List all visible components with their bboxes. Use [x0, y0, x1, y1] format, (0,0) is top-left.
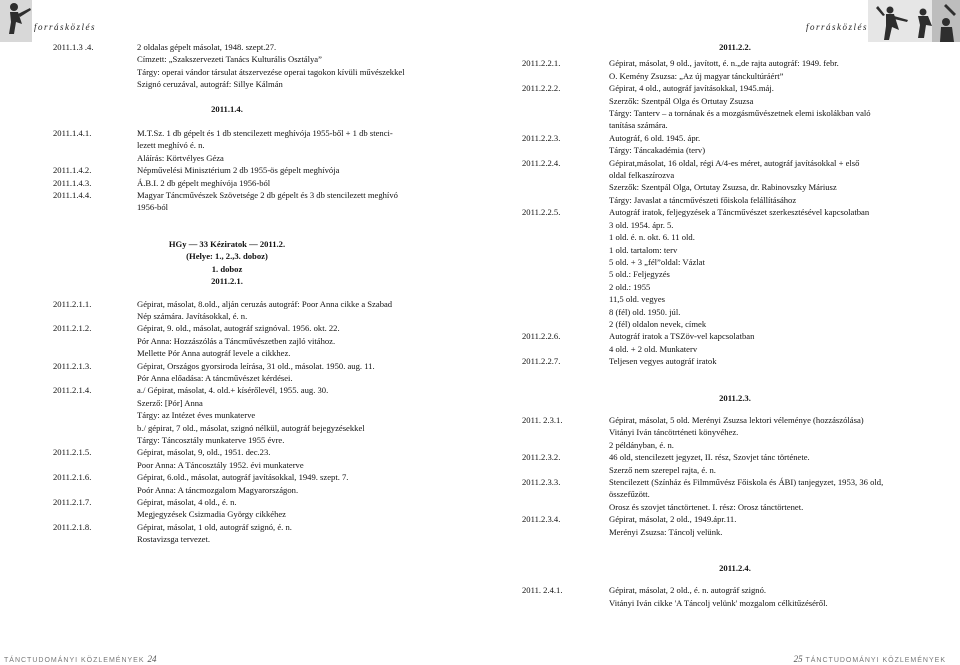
text-line: M.T.Sz. 1 db gépelt és 1 db stencilezett meghívója 1955-ből + 1 db stenci- [137, 128, 393, 139]
entry-number: 2011.2.3.4. [522, 514, 561, 525]
text-line: Gépirat, másolat, 9 old., javított, é. n.„de rajta autográf: 1949. febr. [609, 58, 839, 69]
text-line: Népművelési Minisztérium 2 db 1955-ös gépelt meghívója [137, 165, 340, 176]
journal-name: TÁNCTUDOMÁNYI KÖZLEMÉNYEK [805, 657, 946, 664]
catalog-entry [522, 57, 942, 82]
text-line: Vitányi Iván cikke 'A Táncolj velünk' mozgalom célkitűzéséről. [609, 597, 828, 608]
text-line: 8 (fél) old. 1950. júl. [609, 306, 681, 317]
text-line: 46 old, stencilezett jegyzet, II. rész, Szovjet tánc története. [609, 452, 810, 463]
text-line: Poor Anna: A Táncosztály 1952. évi munkaterve [137, 459, 304, 470]
text-line: összefűzött. [609, 489, 650, 500]
text-line: 2 (fél) oldalon nevek, címek [609, 318, 707, 329]
entry-description [137, 471, 453, 496]
catalog-entry [53, 384, 453, 446]
text-line: Gépirat, 9. old., másolat, autográf szignóval. 1956. okt. 22. [137, 323, 340, 334]
page-footer [4, 654, 156, 664]
text-line: Orosz és szovjet tánctörtenet. I. rész: Orosz tánctörtenet. [609, 501, 804, 512]
dancer-photo-strip [0, 0, 480, 42]
text-line: Gépirat, 6.old., másolat, autográf javításokkal, 1949. szept. 7. [137, 472, 349, 483]
entry-number: 2011.2.2.7. [522, 356, 561, 367]
entry-number: 2011.1.4.4. [53, 190, 92, 201]
text-line: Gépirat, másolat, 2 old., é. n. autográf szignó. [609, 585, 767, 596]
text-line: 1956-ból [137, 202, 169, 213]
text-line: Szerzők: Szentpál Olga és Ortutay Zsuzsa [609, 95, 754, 106]
entry-description [137, 496, 453, 521]
text-line: Poór Anna: A táncmozgalom Magyarországon. [137, 484, 299, 495]
text-line: lezett meghívó é. n. [137, 140, 205, 151]
text-line: Autográf iratok a TSZöv-vel kapcsolatban [609, 331, 755, 342]
text-line: Pór Anna előadása: A táncművészet kérdései. [137, 372, 293, 383]
catalog-entry [522, 414, 942, 451]
text-line: Szerző nem szerepel rajta, é. n. [609, 464, 716, 475]
text-line: Megjegyzések Csizmadia György cikkéhez [137, 509, 286, 520]
entry-number: 2011.2.1.6. [53, 472, 92, 483]
text-line: (Helye: 1., 2.,3. doboz) [186, 251, 268, 262]
entry-number: 2011.2.1.5. [53, 447, 92, 458]
text-line: Szignó ceruzával, autográf: Sillye Kálmán [137, 79, 283, 90]
entry-number: 2011.2.1.2. [53, 323, 92, 334]
catalog-entry [522, 132, 942, 157]
entry-number: 2011.2.2.3. [522, 132, 561, 143]
right-page [480, 0, 960, 665]
text-line: O. Kemény Zsuzsa: „Az új magyar tánckultúráért” [609, 70, 784, 81]
text-line: Gépirat,másolat, 16 oldal, régi A/4-es méret, autográf javításokkal + első [609, 157, 860, 168]
entry-description [609, 451, 942, 476]
text-line: Tárgy: Tanterv – a tornának és a mozgásművészetnek elemi iskolákban való [609, 108, 871, 119]
text-line: Tárgy: operai vándor társulat átszervezése operai tagokon kívüli művészekkel [137, 66, 405, 77]
text-line: 2 oldalas gépelt másolat, 1948. szept.27. [137, 42, 277, 52]
text-line: 2011.2.3. [719, 392, 751, 403]
entry-description [609, 157, 942, 207]
text-line: Merényi Zsuzsa: Táncolj velünk. [609, 526, 723, 537]
catalog-entry [53, 177, 453, 189]
catalog-entry [53, 446, 453, 471]
text-line: Aláírás: Körtvélyes Géza [137, 152, 224, 163]
section-heading [53, 103, 453, 115]
text-line: Mellette Pór Anna autográf levele a cikkhez. [137, 348, 291, 359]
section-heading [522, 562, 942, 574]
entry-number: 2011.2.1.4. [53, 385, 92, 396]
entry-description [609, 57, 942, 82]
text-line: Címzett: „Szakszervezeti Tanács Kulturális Osztálya” [137, 54, 322, 65]
entry-number: 2011.1.4.1. [53, 128, 92, 139]
text-line: Pór Anna: Hozzászólás a Táncművészetben zajló vitához. [137, 335, 336, 346]
text-line: Gépirat, 4 old., autográf javításokkal, 1945.máj. [609, 83, 774, 94]
text-line: Á.B.I. 2 db gépelt meghívója 1956-ból [137, 177, 271, 188]
entry-number: 2011.2.1.3. [53, 360, 92, 371]
header-photo-strip [0, 0, 480, 42]
text-line: Gépirat, másolat, 9, old., 1951. dec.23. [137, 447, 271, 458]
entry-description [137, 41, 453, 91]
text-line: oldal felkaszírozva [609, 170, 675, 181]
running-title: forrásközlés [806, 22, 869, 32]
text-line: 11,5 old. vegyes [609, 294, 666, 305]
text-line: 5 old.: Feljegyzés [609, 269, 670, 280]
heading-lines [690, 562, 780, 574]
catalog-entry [53, 41, 453, 91]
catalog-entry [53, 322, 453, 359]
text-line: Gépirat, másolat, 4 old., é. n. [137, 497, 237, 507]
catalog-entry [53, 189, 453, 214]
entry-number: 2011.1.4.3. [53, 177, 92, 188]
text-line: Tárgy: az Intézet éves munkaterve [137, 410, 256, 421]
section-heading [53, 238, 453, 288]
running-title: forrásközlés [34, 22, 97, 32]
text-line: Autográf iratok, feljegyzések a Táncművészet szerkesztésével kapcsolatban [609, 207, 870, 218]
text-line: Nép számára. Javításokkal, é. n. [137, 310, 248, 321]
entry-number: 2011.2.2.2. [522, 83, 561, 94]
text-line: Szerzők: Szentpál Olga, Ortutay Zsuzsa, dr. Rabinovszky Máriusz [609, 182, 837, 193]
catalog-entry [522, 157, 942, 207]
entry-number: 2011.2.3.3. [522, 477, 561, 487]
catalog-entry [53, 471, 453, 496]
text-line: 2011.2.4. [719, 563, 751, 574]
entry-description [609, 414, 942, 451]
entry-description [137, 446, 453, 471]
text-line: Szerző: [Pór] Anna [137, 397, 203, 408]
catalog-entry [522, 355, 942, 367]
text-line: 1. doboz [211, 263, 243, 274]
entry-number: 2011.2.2.1. [522, 58, 561, 69]
heading-lines [690, 41, 780, 53]
text-line: 2011.2.2. [719, 42, 751, 52]
catalog-entry [522, 330, 942, 355]
heading-lines [690, 392, 780, 404]
text-line: Magyar Táncművészek Szövetsége 2 db gépelt és 3 db stencilezett meghívó [137, 190, 398, 201]
text-line: 2 példányban, é. n. [609, 439, 674, 450]
entry-number: 2011.2.2.6. [522, 331, 561, 342]
entry-description [609, 584, 942, 609]
catalog-entry [53, 496, 453, 521]
catalog-entry [53, 127, 453, 164]
text-line: 1 old. é. n. okt. 6. 11 old. [609, 232, 695, 243]
entry-description [137, 298, 453, 323]
journal-name: TÁNCTUDOMÁNYI KÖZLEMÉNYEK [4, 657, 145, 664]
catalog-entries-left [53, 41, 453, 546]
header-photo-strip [480, 0, 960, 42]
entry-description [137, 177, 453, 189]
entry-description [609, 355, 942, 367]
text-line: Rostavizsga tervezet. [137, 534, 211, 545]
text-line: Gépirat, másolat, 5 old. Merényi Zsuzsa lektori véleménye (hozzászólása) [609, 414, 864, 425]
text-line: Teljesen vegyes autográf iratok [609, 356, 717, 367]
text-line: HGy — 33 Kéziratok — 2011.2. [168, 238, 286, 249]
catalog-entry [522, 476, 942, 513]
text-line: Gépirat, másolat, 1 old, autográf szignó, é. n. [137, 521, 292, 532]
entry-number: 2011.2.1.8. [53, 521, 92, 532]
text-line: tanításа számára. [609, 120, 668, 131]
section-heading [522, 41, 942, 53]
text-line: 3 old. 1954. ápr. 5. [609, 219, 674, 230]
entry-number: 2011.1.4.2. [53, 165, 92, 176]
text-line: Vitányi Iván táncötrténeti könyvéhez. [609, 427, 739, 438]
catalog-entries-right [522, 41, 942, 609]
entry-number: 2011.1.3 .4. [53, 42, 94, 52]
text-line: Tárgy: Táncosztály munkaterve 1955 évre. [137, 434, 285, 445]
entry-description [137, 189, 453, 214]
page-number: 24 [147, 654, 157, 664]
catalog-entry [53, 521, 453, 546]
text-line: Autográf, 6 old. 1945. ápr. [609, 132, 701, 143]
catalog-entry [53, 360, 453, 385]
entry-description [609, 132, 942, 157]
heading-lines [137, 103, 317, 115]
section-heading [522, 392, 942, 404]
entry-number: 2011.2.2.4. [522, 157, 561, 168]
entry-number: 2011.2.1.7. [53, 497, 92, 507]
text-line: 4 old. + 2 old. Munkaterv [609, 343, 698, 354]
heading-lines [137, 238, 317, 288]
entry-description [609, 206, 942, 330]
text-line: Tárgy: Táncakadémia (terv) [609, 145, 706, 156]
entry-description [609, 513, 942, 538]
entry-description [609, 330, 942, 355]
entry-description [137, 384, 453, 446]
entry-number: 2011.2.1.1. [53, 298, 92, 309]
entry-description [137, 127, 453, 164]
catalog-entry [53, 164, 453, 176]
entry-description [137, 322, 453, 359]
catalog-entry [522, 206, 942, 330]
entry-number: 2011. 2.3.1. [522, 414, 563, 425]
entry-number: 2011.2.2.5. [522, 207, 561, 218]
entry-description [609, 476, 942, 513]
entry-description [137, 360, 453, 385]
text-line: Gépirat, másolat, 2 old., 1949.ápr.11. [609, 514, 737, 525]
catalog-entry [522, 584, 942, 609]
text-line: Stencilezett (Színház és Filmművész Főiskola és ÁBI) tanjegyzet, 1953, 36 old, [609, 477, 884, 487]
text-line: a./ Gépirat, másolat, 4. old.+ kísérőlevél, 1955. aug. 30. [137, 385, 329, 396]
catalog-entry [53, 298, 453, 323]
text-line: Gépirat, másolat, 8.old., alján ceruzás autográf: Poor Anna cikke a Szabad [137, 298, 393, 309]
entry-number: 2011. 2.4.1. [522, 585, 563, 596]
text-line: 2011.2.1. [211, 276, 243, 287]
entry-description [137, 164, 453, 176]
text-line: b./ gépirat, 7 old., másolat, szignó nélkül, autográf bejegyzésekkel [137, 422, 365, 433]
entry-description [137, 521, 453, 546]
text-line: 5 old. + 3 „fél”oldal: Vázlat [609, 256, 705, 267]
text-line: 2011.1.4. [211, 103, 243, 114]
catalog-entry [522, 451, 942, 476]
text-line: 2 old.: 1955 [609, 281, 651, 292]
catalog-entry [522, 513, 942, 538]
dancer-photo-strip [480, 0, 960, 42]
catalog-entry [522, 82, 942, 132]
page-footer [794, 654, 946, 664]
entry-description [609, 82, 942, 132]
page-number: 25 [793, 654, 803, 664]
text-line: 1 old. tartalom: terv [609, 244, 678, 255]
entry-number: 2011.2.3.2. [522, 452, 561, 463]
text-line: Gépirat, Országos gyorsiroda leírása, 31 old., másolat. 1950. aug. 11. [137, 360, 375, 371]
text-line: Tárgy: Javaslat a táncművészeti főiskola felállításához [609, 194, 797, 205]
